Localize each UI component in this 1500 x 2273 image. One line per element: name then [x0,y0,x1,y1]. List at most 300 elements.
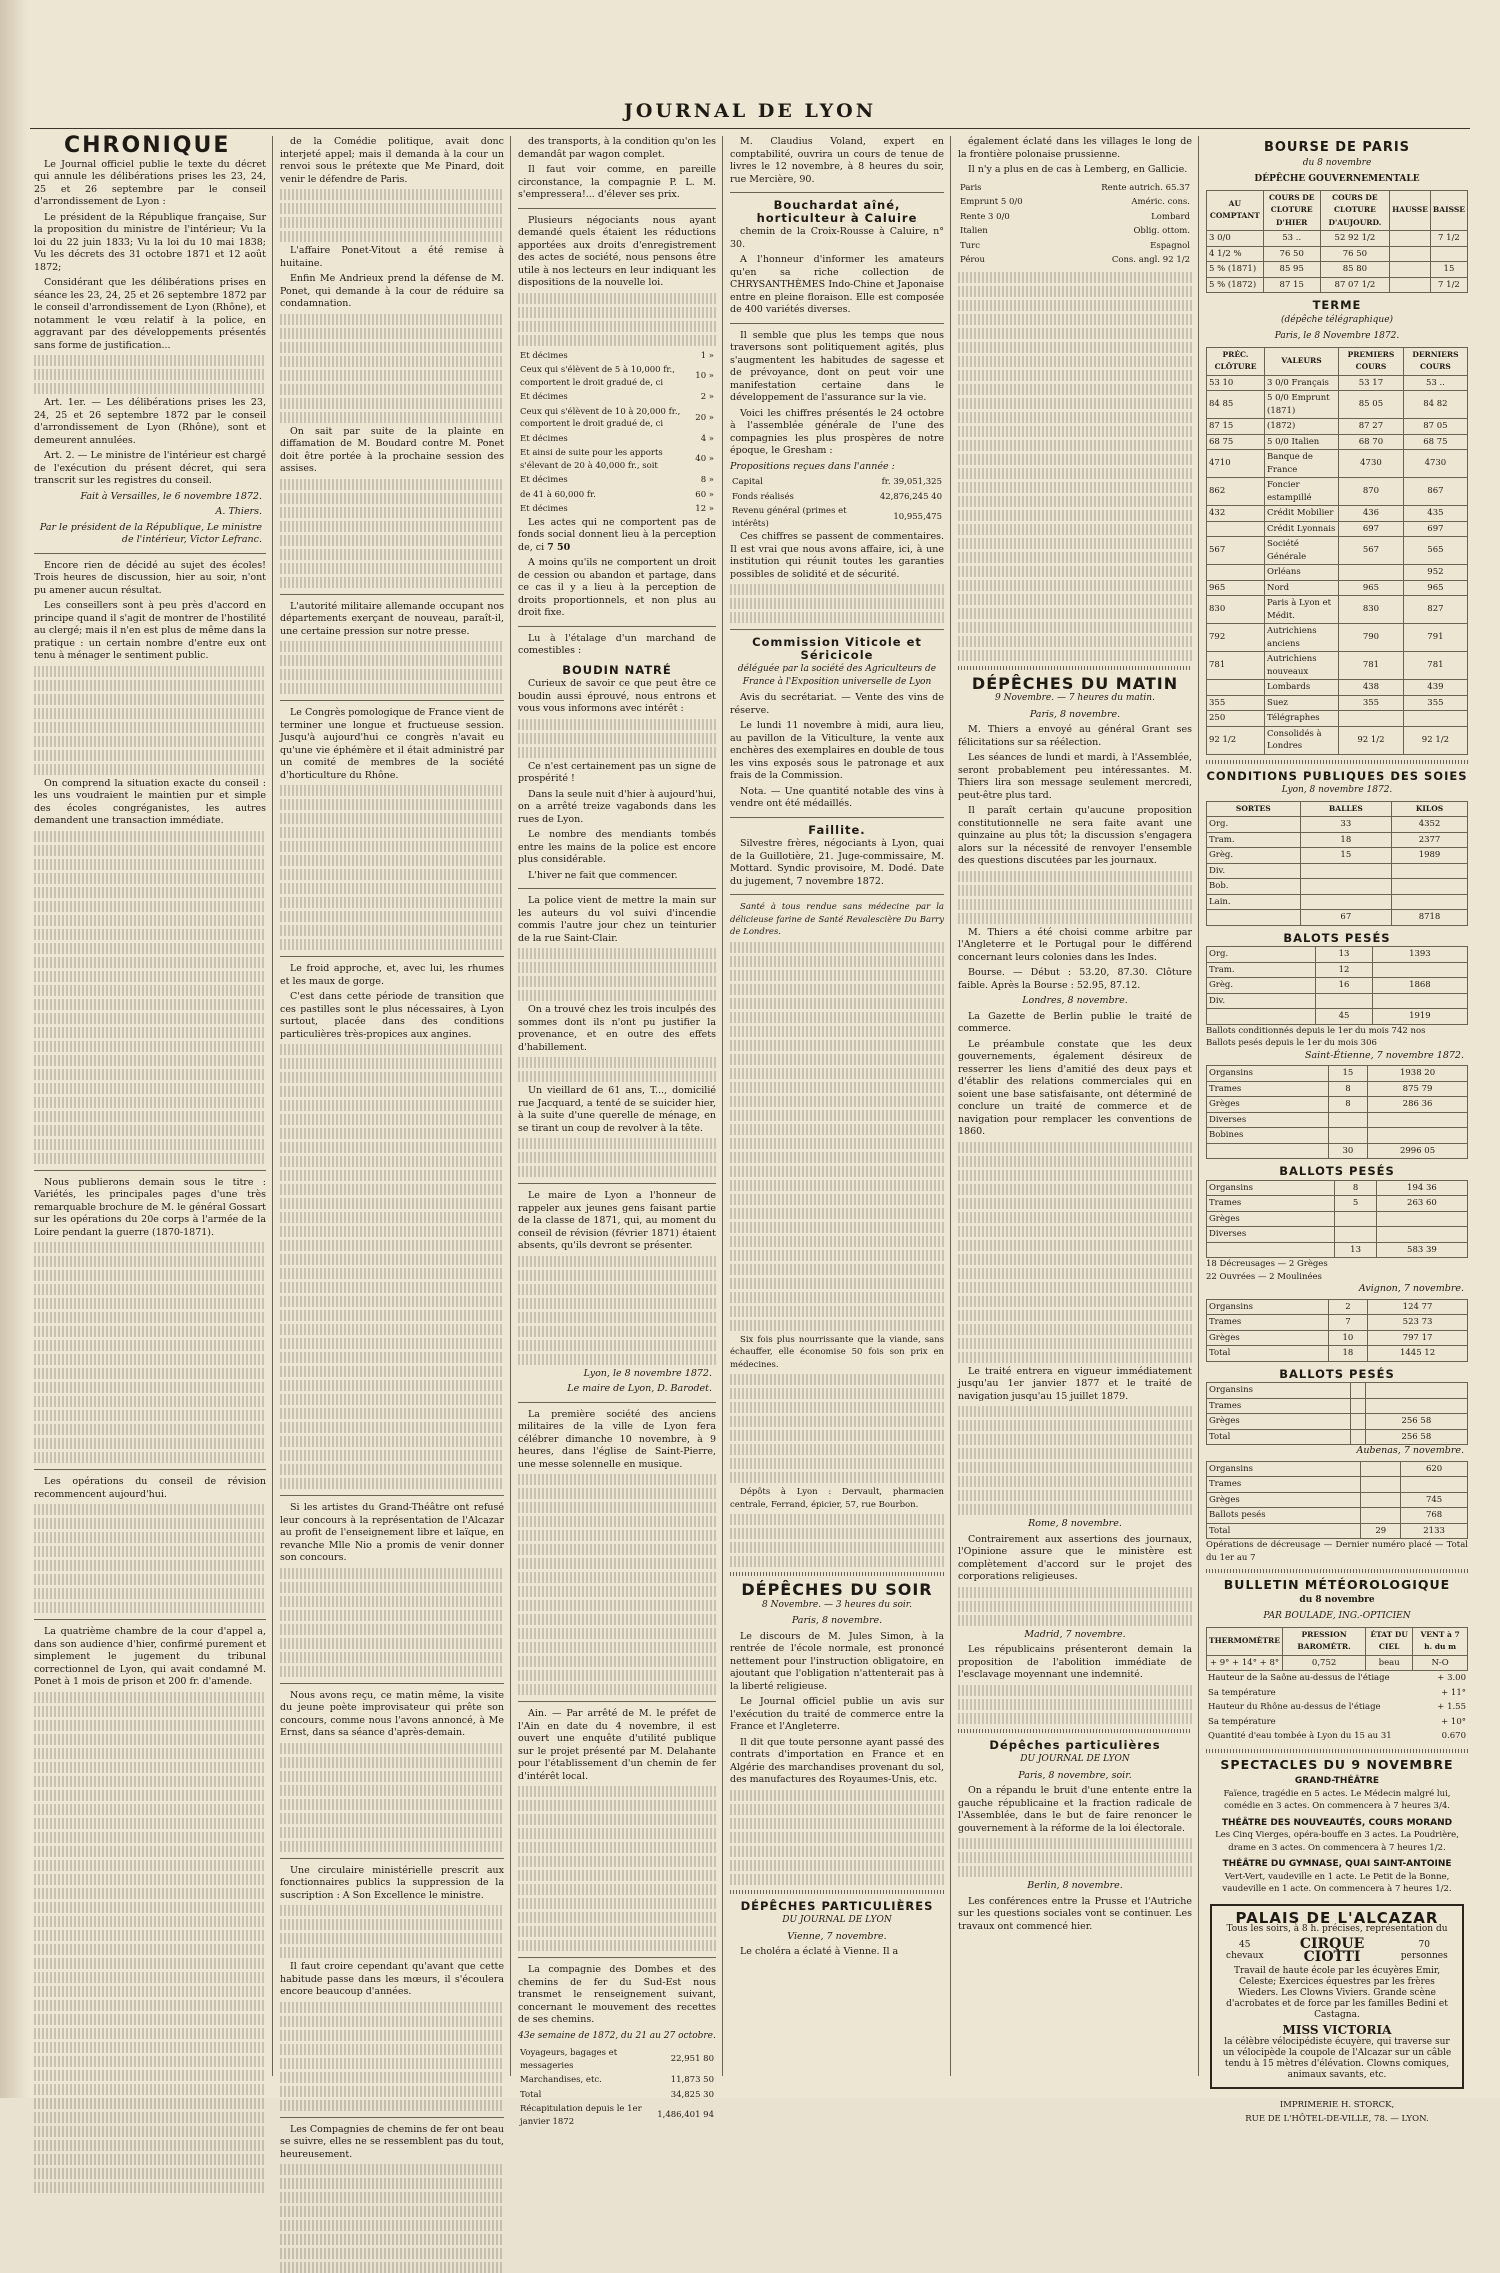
table-row [1207,246,1468,262]
paragraph: La quatrième chambre de la cour d'appel a, dans son audience d'hier, confirmé purement et simplement le jugement du tribunal correctionnel de Lyon, qui avait condamné M. Ponet à 1 mois de prison et 200 fr. d'amende. [34,1626,266,1687]
table-cell: 22,951 80 [670,2054,714,2065]
paragraph: Le choléra a éclaté à Vienne. Il a [740,1946,899,1957]
commission-subtitle: déléguée par la société des Agriculteurs de France à l'Exposition universelle de Lyon [737,664,937,687]
column-header: KILOS [1392,801,1468,817]
table-row [518,488,716,503]
table-cell: 53 10 [1207,375,1265,391]
table-cell: Trames [1207,1477,1361,1493]
paragraph: Nous publierons demain sous le titre : Variétés, les principales pages d'une très remarquable brochure de M. le général Gossart sur les opérations du 20e corps à l'armée de la Loire pendant la guerre (1870-1871). [34,1176,266,1238]
paragraph: également éclaté dans les villages le long de la frontière polonaise prussienne. [958,136,1192,160]
table-row [518,432,716,447]
table-cell: Turc [960,240,980,251]
table-row [958,224,1192,239]
table-cell: Trames [1207,1196,1335,1212]
ad-star-text: la célèbre vélocipédiste écuyère, qui traverse sur un vélocipède la coupole de l'Alcazar sur un câble tendu à 15 mètres d'élévation. Clowns comiques, animaux savants, etc. [1222,2036,1452,2080]
table-cell [1300,894,1391,910]
table-cell: Italien [960,226,988,236]
column-chronique [34,133,266,2086]
table-cell: 42,876,245 40 [879,491,942,502]
table-cell: 1938 20 [1368,1066,1468,1082]
table-row [1207,1315,1468,1331]
table-cell: Org. [1207,817,1301,833]
table-cell: Trames [1207,1398,1351,1414]
table-row [1207,817,1468,833]
paragraph: Le traité entrera en vigueur immédiatement jusqu'au 1er janvier 1877 et le traité de navigation jusqu'au 15 juillet 1879. [958,1365,1192,1402]
table-cell: 8 [1328,1081,1367,1097]
table-row [1207,1180,1468,1196]
table-cell: Total [1207,1523,1361,1539]
spectacles-list [1206,1775,1468,1896]
table-cell: Grèges [1207,1097,1329,1113]
paragraph: Plusieurs négociants nous ayant demandé quels étaient les réductions apportées aux droits d'enregistrement des actes de société, nous pensons être utile à nos lecteurs en leur indiquant les dispositions de la nouvelle loi. [518,214,716,288]
spectacles-title: SPECTACLES DU 9 NOVEMBRE [1220,1756,1454,1772]
table-cell [1392,894,1468,910]
table-cell [1430,246,1467,262]
table-cell: 286 36 [1368,1097,1468,1113]
paragraph: Le préambule constate que les deux gouvernements, également désireux de resserrer les liens d'amitié des deux pays et d'établir des relations commerciales qui en soient une base satisfaisante, ont déterminé de conclure un traité de commerce et de navigation pour remplacer les conventions de 1860. [958,1038,1192,1137]
aubenas-table [1206,1461,1468,1540]
table-cell: 68 75 [1207,434,1265,450]
table-cell: 792 [1207,624,1265,652]
paragraph: Contrairement aux assertions des journaux, l'Opinione assure que le ministère est complètement d'accord sur le projet des corporations religieuses. [958,1533,1192,1582]
table-cell: 18 [1300,832,1391,848]
paragraph: M. Thiers a été choisi comme arbitre par l'Angleterre et le Portugal pour le différend concernant leurs colonies dans les Indes. [958,926,1192,963]
bourse-title: BOURSE DE PARIS [1263,140,1411,155]
paragraph: Le lundi 11 novembre à midi, aura lieu, au pavillon de la Viticulture, la vente aux enchères des exemplaires en double de tous les vins exposés sous le patronage et aux frais de la Commission. [730,720,944,781]
column-header: THERMOMÈTRE [1207,1627,1283,1655]
table-row [1207,711,1468,727]
table-cell: Capital [732,477,763,487]
table-cell: 8 [1328,1097,1367,1113]
table-cell: Organsins [1207,1299,1329,1315]
table-cell: Lombards [1265,680,1339,696]
paragraph: On a répandu le bruit d'une entente entre la gauche républicaine et la fraction radicale de l'Assemblée, dans le but de faire renoncer le gouvernement à la réforme de la loi électorale. [958,1785,1192,1834]
paragraph: La police vient de mettre la main sur les auteurs du vol suivi d'incendie commis l'autre jour chez un teinturier de la rue Saint-Clair. [518,895,716,944]
table-cell: Lombard [1151,211,1190,222]
article-1: Art. 1er. — Les délibérations prises les 23, 24, 25 et 26 septembre 1872 par le conseil d'arrondissement de Lyon (Rhône), sont et demeurent annulées. [34,397,266,446]
table-cell: Et ainsi de suite pour les apports s'élevant de 20 à 40,000 fr., soit [520,448,663,471]
table-cell: Crédit Lyonnais [1265,521,1339,537]
paragraph: des transports, à la condition qu'on les demandât par wagon complet. [518,136,716,160]
table-cell: 8718 [1392,910,1468,926]
column-rule [272,136,273,2076]
depeches-soir-subtitle: 8 Novembre. — 3 heures du soir. [762,1599,912,1610]
table-row [518,2073,716,2088]
table-cell [1390,262,1431,278]
paragraph: L'autorité militaire allemande occupant nos départements exerçant de nouveau, paraît-il, une certaine pression sur notre presse. [280,600,504,637]
table-cell: Rente 3 0/0 [960,211,1010,222]
table-cell: 745 [1401,1492,1468,1508]
column-header: VENT à 7 h. du m [1413,1627,1468,1655]
table-cell: 830 [1207,596,1265,624]
table-row [958,239,1192,254]
table-cell: 781 [1339,652,1404,680]
dateline: Vienne, 7 novembre. [787,1930,887,1942]
foreign-bourse-table [958,181,1192,268]
paragraph: Enfin Me Andrieux prend la défense de M. Ponet, qui demande à la cour de réduire sa condamnation. [280,273,504,309]
table-row [1207,695,1468,711]
table-cell: 3 0/0 [1207,231,1264,247]
depeches-particulieres-subtitle: DU JOURNAL DE LYON [782,1915,892,1925]
table-cell: Consolidés à Londres [1265,726,1339,754]
table-row [1207,391,1468,419]
table-row [1207,993,1468,1009]
table-cell: 2 » [700,392,714,402]
soies-title: CONDITIONS PUBLIQUES DES SOIES [1206,768,1468,783]
meteo-lines [1206,1671,1468,1744]
table-row [1207,962,1468,978]
table-row [1207,450,1468,478]
table-row [1207,1097,1468,1113]
table-cell [1390,246,1431,262]
table-cell: 8 » [700,475,714,485]
paragraph: Le froid approche, et, avec lui, les rhumes et les maux de gorge. [280,963,504,987]
table-cell: Lain. [1207,894,1301,910]
paragraph: Lu à l'étalage d'un marchand de comestibles : [518,632,716,656]
table-cell: Ballots pesés [1207,1508,1361,1524]
table-row [1207,879,1468,895]
table-row [1207,1461,1468,1477]
paragraph: Voici les chiffres présentés le 24 octobre à l'assemblée générale de l'une des compagnies les plus prospères de notre époque, le Gresham : [730,407,944,456]
table-cell [1207,1242,1335,1258]
table-cell: 0.670 [1441,1731,1466,1741]
table-cell: 567 [1339,537,1404,565]
terme-title: TERME [1312,298,1362,312]
table-cell: 67 [1300,910,1391,926]
table-row [1207,832,1468,848]
table-cell [1207,910,1301,926]
paragraph: Ce n'est certainement pas un signe de prospérité ! [518,760,716,784]
table-cell: 7 1/2 [1430,231,1467,247]
table-cell: 3 0/0 Français [1265,375,1339,391]
table-row [1207,1429,1468,1445]
table-cell: 76 50 [1320,246,1389,262]
table-row [1207,894,1468,910]
table-cell [1351,1429,1366,1445]
table-cell: 45 [1316,1009,1373,1025]
table-cell: Grèg. [1207,848,1301,864]
table-cell: 92 1/2 [1339,726,1404,754]
table-cell: Et décimes [520,392,568,402]
av-balots-title: BALLOTS PESÉS [1279,1366,1395,1381]
table-cell: Hauteur du Rhône au-dessus de l'étiage [1208,1702,1381,1712]
theatre-name: GRAND-THÉÂTRE [1294,1776,1380,1786]
table-cell: Cons. angl. 92 1/2 [1111,255,1190,265]
table-cell [1339,711,1404,727]
paragraph: Dépôts à Lyon : Dervault, pharmacien centrale, Ferrand, épicier, 57, rue Bourbon. [730,1487,944,1510]
depeches-soir-title: DÉPÊCHES DU SOIR [741,1580,933,1599]
table-row [1207,1143,1468,1159]
table-cell: 15 [1430,262,1467,278]
soies-date: Lyon, 8 novembre 1872. [1281,785,1393,795]
avignon-title: Avignon, 7 novembre. [1358,1283,1464,1294]
table-cell: Paris à Lyon et Médit. [1265,596,1339,624]
dateline: Paris, 8 novembre, soir. [1018,1769,1132,1781]
column-header: SORTES [1207,801,1301,817]
table-cell: Récapitulation depuis le 1er janvier 1872 [520,2104,642,2127]
table-cell: 18 [1328,1346,1367,1362]
table-row [1207,1299,1468,1315]
balots-note: Ballots conditionnés depuis le 1er du mois 742 nos [1206,1025,1426,1036]
table-row [730,475,944,490]
table-cell [1376,1211,1467,1227]
table-row [1207,231,1468,247]
table-cell: Améric. cons. [1131,197,1190,207]
table-cell: 10 [1328,1330,1367,1346]
table-row [1207,978,1468,994]
table-row [1207,910,1468,926]
table-cell: 194 36 [1376,1180,1467,1196]
paragraph: On comprend la situation exacte du conseil : les uns voudraient le maintien pur et simple des écoles congréganistes, les autres demandent une transaction immédiate. [34,777,266,826]
depeches-particulieres-title: DÉPÊCHES PARTICULIÈRES [740,1898,934,1913]
table-row [518,2046,716,2073]
table-cell: 52 92 1/2 [1320,231,1389,247]
paragraph: Avis du secrétariat. — Vente des vins de réserve. [730,692,944,716]
table-row [1207,680,1468,696]
paragraph: Il n'y a plus en de cas à Lemberg, en Gallicie. [968,164,1188,175]
table-cell: Grèg. [1207,978,1316,994]
table-row [958,195,1192,210]
depeches-particulieres-subtitle: DU JOURNAL DE LYON [1020,1754,1130,1764]
table-cell: Oblig. ottom. [1133,226,1190,236]
table-cell: Fonds réalisés [732,491,794,502]
page-shadow [0,0,28,2098]
table-row [958,210,1192,225]
paragraph: Le discours de M. Jules Simon, à la rentrée de l'école normale, est prononcé nettement pour l'instruction obligatoire, en ajoutant que l'obligation n'attenterait pas à la liberté religieuse. [730,1630,944,1692]
column-header: VALEURS [1265,347,1339,375]
table-cell: 1919 [1372,1009,1467,1025]
table-cell [1300,863,1391,879]
table-cell: Revenu général (primes et intérêts) [732,506,847,529]
paragraph: Un vieillard de 61 ans, T..., domicilié rue Jacquard, a tenté de se suicider hier, à la suite d'une querelle de ménage, en se tirant un coup de revolver à la tête. [518,1085,716,1134]
paragraph: Ces chiffres se passent de commentaires. Il est vrai que nous avons affaire, ici, à une institution qui réunit toutes les garanties possibles de solidité et de sécurité. [730,531,944,580]
table-cell: 0,752 [1283,1655,1366,1671]
paragraph: Les conseillers sont à peu près d'accord en principe quand il s'agit de montrer de l'hostilité au clergé; mais il n'en est plus de même dans la pratique : un certain nombre d'entre eux ont tenu à ménager le sentiment public. [34,600,266,661]
table-cell: Marchandises, etc. [520,2075,602,2085]
table-cell: 567 [1207,537,1265,565]
paragraph: Silvestre frères, négociants à Lyon, quai de la Guillotière, 21. Juge-commissaire, M. Mottard. Syndic provisoire, M. Dodé. Date du jugement, 7 novembre 1872. [730,838,944,887]
table-row [958,181,1192,196]
table-cell: 5 % (1871) [1207,262,1264,278]
table-cell: 15 [1300,848,1391,864]
table-cell: 2133 [1401,1523,1468,1539]
table-cell: 781 [1403,652,1467,680]
theatre-program: Vert-Vert, vaudeville en 1 acte. Le Petit de la Bonne, vaudeville en 1 acte. On commencera à 7 heures 1/2. [1222,1871,1452,1894]
column-3 [518,136,716,2127]
column-2 [280,136,504,2160]
paragraph: A moins qu'ils ne comportent un droit de cession ou abandon et partage, dans ce cas il y a lieu à la perception de droits proportionnels, et non plus au droit fixe. [518,557,716,618]
terme-subtitle: (dépêche télégraphique) [1280,314,1394,325]
bourse-subtitle: DÉPÊCHE GOUVERNEMENTALE [1254,174,1420,184]
table-row [1207,1477,1468,1493]
table-cell [1300,879,1391,895]
table-cell: 875 79 [1368,1081,1468,1097]
table-cell: Trames [1207,1315,1329,1331]
table-cell [1392,863,1468,879]
paragraph: Il faut croire cependant qu'avant que cette habitude passe dans les mœurs, il s'écoulera encore beaucoup d'années. [280,1961,504,1997]
dateline: Londres, 8 novembre. [1022,995,1128,1006]
table-cell: Sa température [1208,1687,1276,1698]
table-cell [1368,1128,1468,1144]
column-rule [510,136,511,2076]
table-row [1207,1227,1468,1243]
st-note: 22 Ouvrées — 2 Moulinées [1206,1271,1322,1282]
table-cell: 53 .. [1263,231,1320,247]
table-cell: Grèges [1207,1414,1351,1430]
table-cell [1392,879,1468,895]
depeches-matin-subtitle: 9 Novembre. — 7 heures du matin. [995,693,1155,703]
st-balots-table [1206,1180,1468,1259]
table-row [1206,1686,1468,1701]
table-cell [1335,1227,1377,1243]
table-row [1207,580,1468,596]
meteo-date: du 8 novembre [1299,1594,1375,1605]
table-cell: Quantité d'eau tombée à Lyon du 15 au 31 [1208,1731,1392,1741]
table-cell [1351,1414,1366,1430]
table-cell: Et décimes [520,433,568,444]
table-cell: 768 [1401,1508,1468,1524]
table-cell: 523 73 [1368,1315,1468,1331]
column-header: AU COMPTANT [1207,190,1264,231]
table-cell: 40 » [695,454,714,465]
props-title: Propositions reçues dans l'année : [730,460,895,472]
table-cell: 87 27 [1339,419,1404,435]
chronique-title: CHRONIQUE [64,133,231,158]
table-cell: 5 [1335,1196,1377,1212]
table-cell: Espagnol [1150,240,1190,251]
paragraph: L'hiver ne fait que commencer. [528,869,678,881]
table-cell: Paris [960,182,982,193]
paragraph: M. Claudius Voland, expert en comptabilité, ouvrira un cours de tenue de livres le 12 novembre, à 8 heures du soir, rue Mercière, 90. [730,136,944,185]
ad-body: Travail de haute école par les écuyères Emir, Celeste; Exercices équestres par les frères Wieders. Les Clowns Viviers. Grande scène d'acrobates et de force par les familles Bedini et Castagna. [1226,1966,1448,2020]
table-cell [1365,1398,1467,1414]
table-cell: 85 05 [1339,391,1404,419]
notice-date: Lyon, le 8 novembre 1872. [583,1367,712,1379]
table-cell: 4710 [1207,450,1265,478]
table-cell: 830 [1339,596,1404,624]
terme-table [1206,347,1468,755]
table-row [1206,1700,1468,1715]
table-cell: Tram. [1207,962,1316,978]
table-cell: Total [1207,1429,1351,1445]
table-cell: Nord [1265,580,1339,596]
table-cell: 2 [1328,1299,1367,1315]
table-cell [1328,1112,1367,1128]
table-row [1207,1112,1468,1128]
text-line [34,355,266,366]
table-cell: 791 [1403,624,1467,652]
table-cell: 13 [1335,1242,1377,1258]
recettes-title: 43e semaine de 1872, du 21 au 27 octobre. [518,2030,716,2041]
dateline: Madrid, 7 novembre. [1024,1628,1126,1640]
table-cell: Total [520,2089,542,2100]
table-cell [1403,711,1467,727]
column-header: BALLES [1300,801,1391,817]
table-row [1207,1242,1468,1258]
ad-count: 70 personnes [1400,1939,1448,1961]
dateline: Paris, 8 novembre. [1029,708,1121,720]
bourse-table [1206,190,1468,294]
table-cell [1372,962,1467,978]
table-cell: 92 1/2 [1207,726,1265,754]
paragraph: chemin de la Croix-Rousse à Caluire, n° 30. [730,226,944,250]
theatre-program: Les Cinq Vierges, opéra-bouffe en 3 actes. La Poudrière, drame en 3 actes. On commencera à 7 heures 1/2. [1215,1830,1459,1853]
table-cell: 12 [1316,962,1373,978]
paragraph: Une circulaire ministérielle prescrit aux fonctionnaires publics la suppression de la suscription : A Son Excellence le ministre. [280,1864,504,1901]
paragraph: On sait par suite de la plainte en diffamation de M. Boudard contre M. Ponet doit être portée à la prochaine session des assises. [280,425,504,474]
paragraph: La compagnie des Dombes et des chemins de fer du Sud-Est nous transmet le renseignement suivant, concernant le mouvement des recettes de ses chemins. [518,1964,716,2025]
table-cell: 85 95 [1263,262,1320,278]
terme-date: Paris, le 8 Novembre 1872. [1274,331,1400,341]
table-cell: 1 » [700,350,714,361]
table-row [1207,537,1468,565]
table-cell [1361,1508,1401,1524]
table-row [518,349,716,364]
table-cell: Pérou [960,255,986,265]
table-cell: 797 17 [1368,1330,1468,1346]
table-cell: 355 [1207,695,1265,711]
paragraph: M. Thiers a envoyé au général Grant ses félicitations sur sa réélection. [958,724,1192,748]
text-line [34,383,266,394]
paragraph: Le Congrès pomologique de France vient de terminer une longue et fructueuse session. Jusqu'à aujourd'hui ce congrès n'avait eu qu'une vie éphémère et il était administré par un comité de membres de la société d'horticulture du Rhône. [280,707,504,781]
balots-table [1206,946,1468,1025]
meteo-table [1206,1627,1468,1672]
table-cell: Banque de France [1265,450,1339,478]
table-cell: Crédit Mobilier [1265,506,1339,522]
paragraph: Le président de la République française, Sur la proposition du ministre de l'intérieur; Vu la loi du 22 juin 1833; Vu la loi du 10 mai 1838; Vu les décrets des 31 octobre 1871 et 12 août 1872; [34,211,266,273]
avignon-table [1206,1299,1468,1362]
column-rule [1198,136,1199,2076]
table-cell: 4352 [1392,817,1468,833]
paragraph: C'est dans cette période de transition que ces pastilles sont le plus nécessaires, à Lyon surtout, placée dans des conditions particulières très-propices aux angines. [280,991,504,1040]
table-cell: 5 0/0 Emprunt (1871) [1265,391,1339,419]
table-cell: Rente autrich. 65.37 [1101,182,1190,193]
table-row [1207,1523,1468,1539]
soies-table [1206,801,1468,926]
table-cell: (1872) [1265,419,1339,435]
table-cell: 76 50 [1263,246,1320,262]
table-row [1207,1211,1468,1227]
table-row [1207,1081,1468,1097]
table-cell [1207,521,1265,537]
table-row [1207,262,1468,278]
table-cell [1390,231,1431,247]
table-cell [1207,1143,1329,1159]
column-rule [722,136,723,2076]
table-cell: 87 07 1/2 [1320,277,1389,293]
table-row [1207,1196,1468,1212]
table-cell [1368,1112,1468,1128]
dateline: Berlin, 8 novembre. [1027,1880,1123,1891]
table-cell [1401,1477,1468,1493]
table-cell: Organsins [1207,1461,1361,1477]
table-cell: 11,873 50 [670,2075,714,2085]
depeches-matin-title: DÉPÊCHES DU MATIN [971,673,1179,693]
balots-title: BALOTS PESÉS [1283,930,1391,945]
table-row [1206,1729,1468,1744]
table-row [1207,1383,1468,1399]
table-cell: Organsins [1207,1180,1335,1196]
paragraph: Les actes qui ne comportent pas de fonds social donnent lieu à la perception de, ci 7 50 [518,516,716,553]
decree-date: Fait à Versailles, le 6 novembre 1872. [80,490,262,502]
table-cell: Grèges [1207,1211,1335,1227]
table-cell: Foncier estampillé [1265,478,1339,506]
column-6 [1206,136,1468,2124]
table-cell: 12 » [695,504,714,514]
table-cell: Div. [1207,993,1316,1009]
table-row [1207,1508,1468,1524]
table-row [1207,1398,1468,1414]
